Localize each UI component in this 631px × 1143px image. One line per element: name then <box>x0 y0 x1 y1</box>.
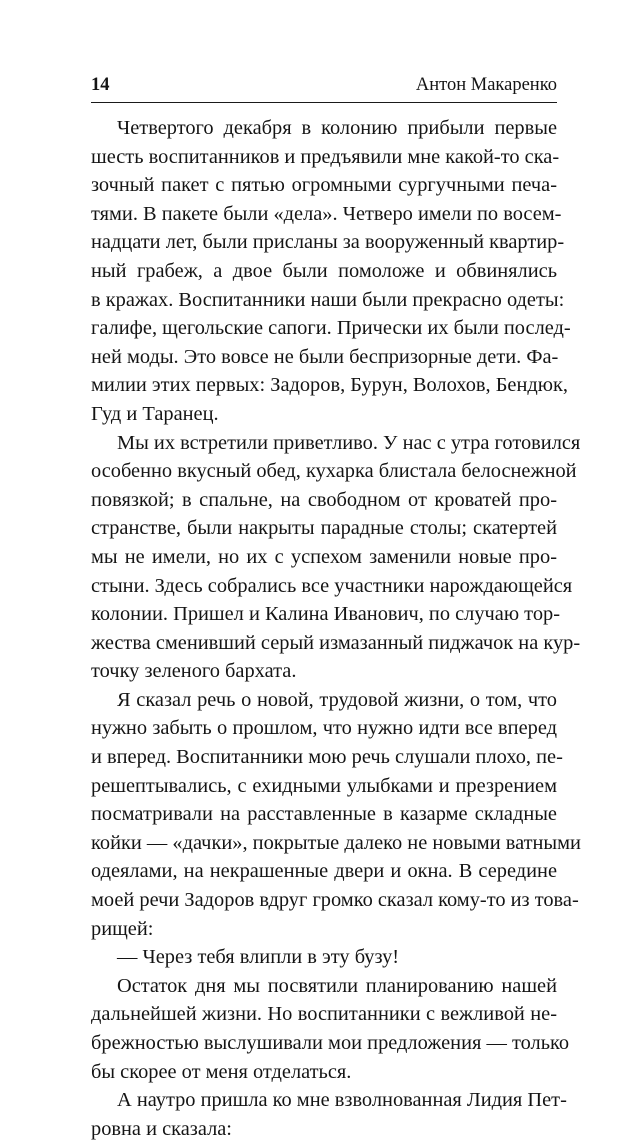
text-line: и вперед. Воспитанники мою речь слушали плохо, пе- <box>91 746 563 769</box>
text-line: рищей: <box>91 917 154 940</box>
text-line: жества сменивший серый измазанный пиджачок на кур- <box>91 631 581 654</box>
text-line: ровна и сказала: <box>91 1117 232 1140</box>
text-line: Остаток дня мы посвятили планированию нашей <box>117 974 557 997</box>
text-line: ный грабеж, а двое были помоложе и обвинялись <box>91 259 557 282</box>
text-line: брежностью выслушивали мои предложения — только <box>91 1032 570 1054</box>
text-line: повязкой; в спальне, на свободном от кроватей про- <box>91 488 557 511</box>
text-line: койки — «дачки», покрытые далеко не новыми ватными <box>91 831 581 854</box>
text-line: — Через тебя влипли в эту бузу! <box>117 946 400 969</box>
text-line: странстве, были накрыты парадные столы; скатертей <box>91 517 557 540</box>
header-rule <box>91 102 557 103</box>
body-text <box>91 114 581 1143</box>
text-line: Четвертого декабря в колонию прибыли первые <box>117 117 557 139</box>
text-line: милии этих первых: Задоров, Бурун, Волохов, Бендюк, <box>91 374 569 397</box>
text-line: Гуд и Таранец. <box>91 402 219 425</box>
text-line: дальнейшей жизни. Но воспитанники с вежливой не- <box>91 1003 557 1026</box>
text-line: галифе, щегольские сапоги. Прически их были послед- <box>91 317 571 340</box>
text-line: мы не имели, но их с успехом заменили новые про- <box>91 545 557 568</box>
text-line: А наутро пришла ко мне взволнованная Лидия Пет- <box>117 1089 567 1112</box>
text-line: бы скорее от меня отделаться. <box>91 1060 352 1083</box>
text-line: нужно забыть о прошлом, что нужно идти все вперед <box>91 717 557 740</box>
text-line: решептывались, с ехидными улыбками и презрением <box>91 774 557 797</box>
text-line: особенно вкусный обед, кухарка блистала белоснежной <box>91 460 577 483</box>
text-line: тями. В пакете были «дела». Четверо имели по восем- <box>91 202 562 225</box>
running-title: Антон Макаренко <box>415 75 557 95</box>
page-header <box>91 73 557 97</box>
text-line: одеялами, на некрашенные двери и окна. В середине <box>91 860 557 883</box>
text-line: посматривали на расставленные в казарме складные <box>91 803 557 826</box>
text-line: колонии. Пришел и Калина Иванович, по случаю тор- <box>91 603 560 626</box>
text-line: Я сказал речь о новой, трудовой жизни, о том, что <box>117 688 557 711</box>
text-line: шесть воспитанников и предъявили мне какой-то ска- <box>91 145 560 168</box>
text-line: точку зеленого бархата. <box>91 660 297 683</box>
text-line: ней моды. Это вовсе не были беспризорные дети. Фа- <box>91 345 559 368</box>
text-line: зочный пакет с пятью огромными сургучными печа- <box>91 174 557 197</box>
text-line: в кражах. Воспитанники наши были прекрасно одеты: <box>91 288 565 311</box>
text-line: стыни. Здесь собрались все участники нарождающейся <box>91 574 573 597</box>
text-line: моей речи Задоров вдруг громко сказал кому-то из това- <box>91 889 579 912</box>
page-number: 14 <box>91 75 110 95</box>
text-line: Мы их встретили приветливо. У нас с утра готовился <box>117 431 581 454</box>
book-page <box>91 0 581 1140</box>
text-line: надцати лет, были присланы за вооруженный квартир- <box>91 231 565 254</box>
